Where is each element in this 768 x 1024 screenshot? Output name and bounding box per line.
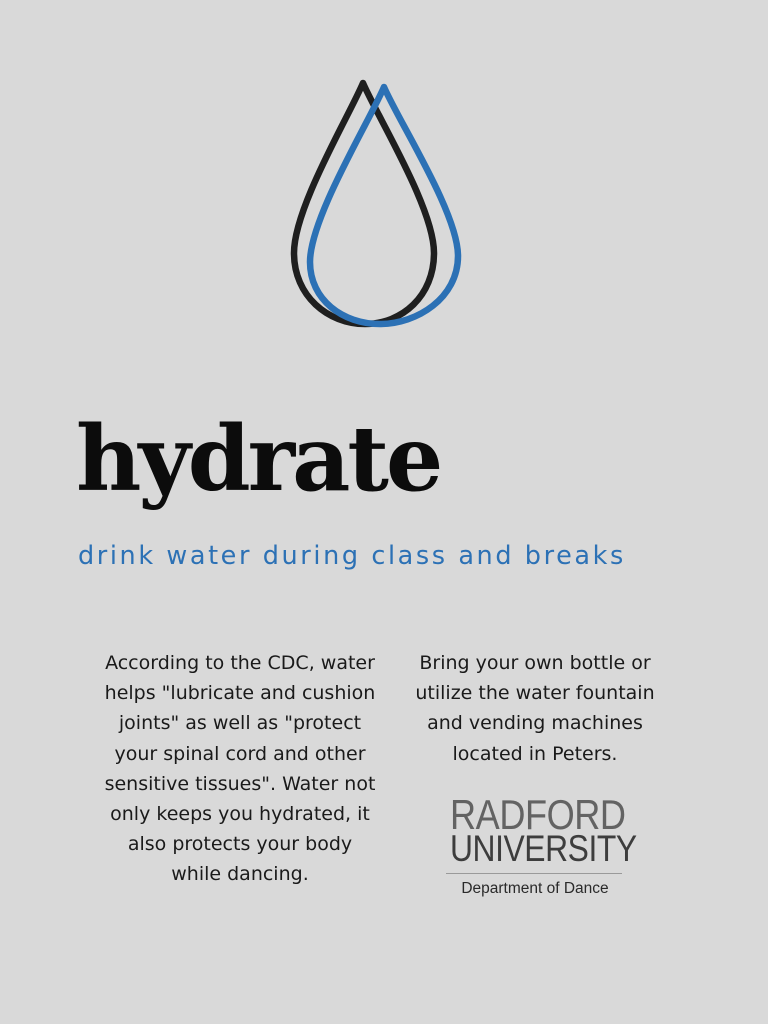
- headline: hydrate: [76, 406, 441, 512]
- logo-divider: [446, 873, 622, 874]
- logo-department: Department of Dance: [461, 880, 609, 897]
- logo-line-radford: RADFORD: [450, 791, 626, 838]
- bottle-info-text: Bring your own bottle or utilize the water fountain and vending machines located in Peters.: [415, 652, 655, 765]
- tagline: drink water during class and breaks: [78, 541, 626, 571]
- radford-university-logo: [436, 793, 636, 903]
- cdc-info-text: According to the CDC, water helps "lubricate and cushion joints" as well as "protect your spinal cord and other sensitive tissues". Water not only keeps you hydrated, it also protects your body while dancing.: [104, 652, 376, 886]
- water-drop-icon: [288, 78, 464, 330]
- logo-line-university: UNIVERSITY: [450, 828, 637, 869]
